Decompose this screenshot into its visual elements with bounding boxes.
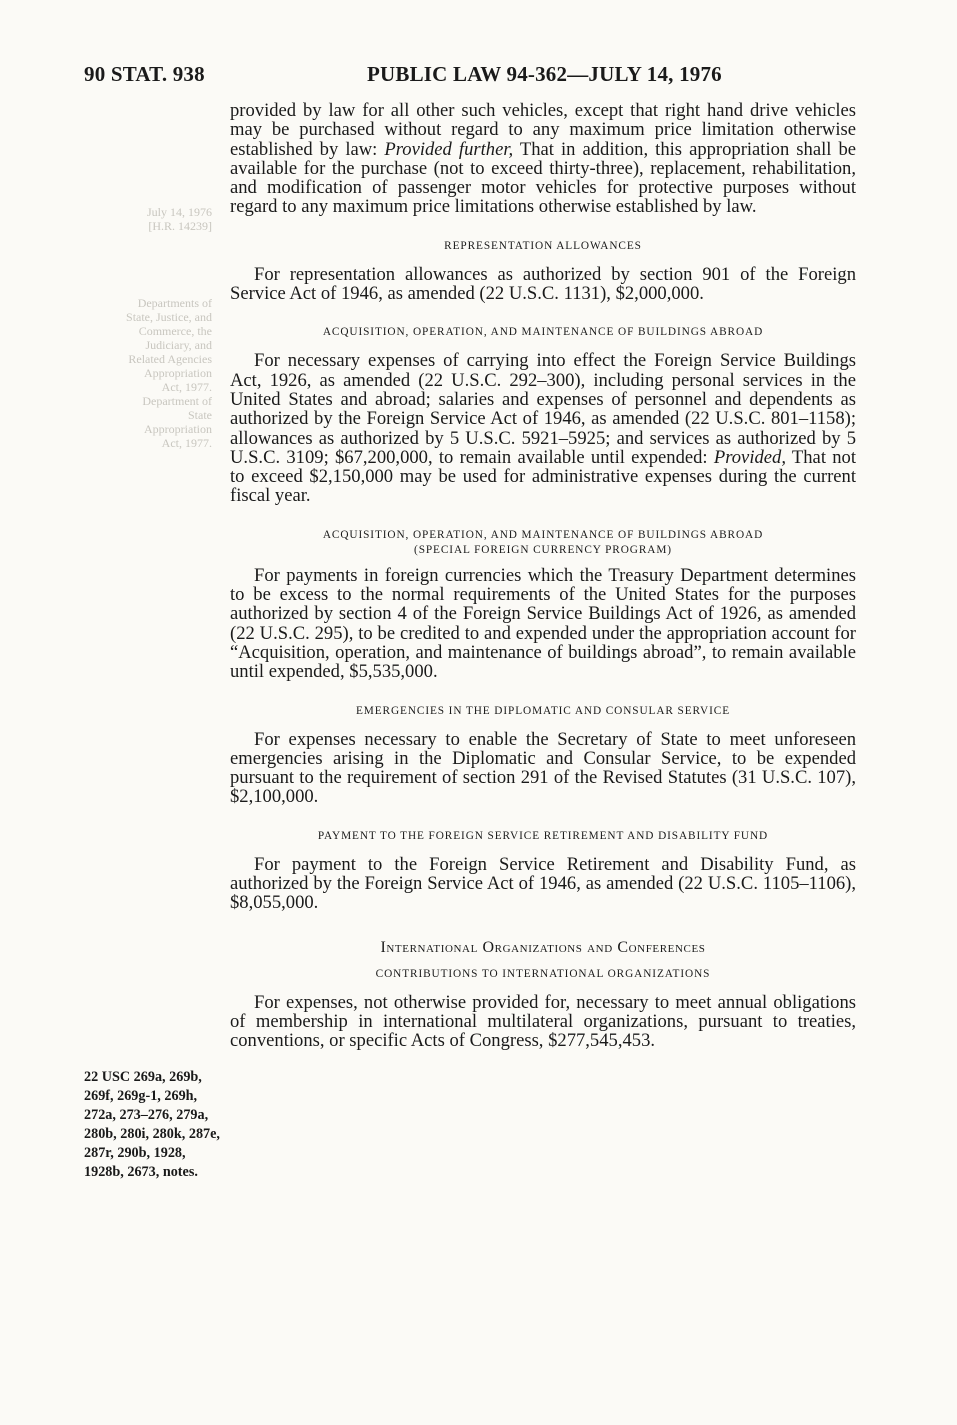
acquisition-text-2: That not to exceed $2,150,000 may be used for administrative expenses during the current fiscal year. <box>230 446 857 507</box>
para-contributions: For expenses, not otherwise provided for, necessary to meet annual obligations of membership in international multilateral organizations, pursuant to treaties, conventions, or specific Acts of Congress, $277,545,453. <box>230 991 856 1052</box>
opening-proviso: Provided further, <box>384 138 514 160</box>
opening-text-2: That in addition, this appropriation shall be available for the purchase (not to exceed thirty-three), replacement, rehabilitation, and modification of passenger motor vehicles for protective purposes without regard to any maximum price limitations otherwise established by law. <box>230 138 857 218</box>
page-header <box>0 62 957 92</box>
para-representation: For representation allowances as authorized by section 901 of the Foreign Service Act of 1946, as amended (22 U.S.C. 1131), $2,000,000. <box>230 263 856 305</box>
heading-acquisition-special-line2: (SPECIAL FOREIGN CURRENCY PROGRAM) <box>414 543 672 556</box>
heading-retirement: PAYMENT TO THE FOREIGN SERVICE RETIREMENT AND DISABILITY FUND <box>317 829 769 842</box>
bleed-through-side: Departments of State, Justice, and Commerce, the Judiciary, and Related Agencies Appropriation Act, 1977. Department of State Appropriation Act, 1977. <box>126 296 212 450</box>
heading-emergencies: EMERGENCIES IN THE DIPLOMATIC AND CONSULAR SERVICE <box>355 704 730 717</box>
para-acquisition-special: For payments in foreign currencies which the Treasury Department determines to be excess to the normal requirements of the United States for the purposes authorized by section 4 of the Foreign Service Buildings Act of 1926, as amended (22 U.S.C. 295), to be credited to and expended under the appropriation account for “Acquisition, operation, and maintenance of buildings abroad”, to remain available until expended, $5,535,000. <box>230 564 856 683</box>
heading-acquisition-special-line1: ACQUISITION, OPERATION, AND MAINTENANCE OF BUILDINGS ABROAD <box>322 528 764 541</box>
opening-text-1: provided by law for all other such vehicles, except that right hand drive vehicles may be purchased without regard to any maximum price limitation otherwise established by law: <box>230 100 856 160</box>
acquisition-proviso: Provided, <box>713 446 786 468</box>
para-emergencies: For expenses necessary to enable the Secretary of State to meet unforeseen emergencies arising in the Diplomatic and Consular Service, to be expended pursuant to the requirement of section 291 of the Revised Statutes (31 U.S.C. 107), $2,100,000. <box>230 728 856 808</box>
bleed-through-top: July 14, 1976 [H.R. 14239] <box>146 205 212 233</box>
heading-representation: REPRESENTATION ALLOWANCES <box>444 239 642 252</box>
running-head: PUBLIC LAW 94-362—JULY 14, 1976 <box>367 62 722 86</box>
heading-acquisition: ACQUISITION, OPERATION, AND MAINTENANCE OF BUILDINGS ABROAD <box>322 326 764 339</box>
stat-page-number: 90 STAT. 938 <box>84 62 205 86</box>
heading-contributions: CONTRIBUTIONS TO INTERNATIONAL ORGANIZATIONS <box>375 967 711 980</box>
heading-international-major: International Organizations and Conferences <box>380 938 706 956</box>
para-acquisition <box>230 351 856 505</box>
body-text <box>230 101 856 1051</box>
acquisition-text-1: For necessary expenses of carrying into effect the Foreign Service Buildings Act, 1926, as amended (22 U.S.C. 292–300), including personal services in the United States and abroad; salaries and expenses of personnel and dependents as authorized by the Foreign Service Act of 1946, as amended (22 U.S.C. 801–1158); allowances as authorized by 5 U.S.C. 5921–5925; and services as authorized by 5 U.S.C. 3109; $67,200,000, to remain available until expended: <box>230 350 856 468</box>
margin-citation-note: 22 USC 269a, 269b, 269f, 269g-1, 269h, 272a, 273–276, 279a, 280b, 280i, 280k, 287e, 287r, 290b, 1928, 1928b, 2673, notes. <box>84 1069 220 1180</box>
heading-acquisition-special <box>230 528 856 558</box>
opening-paragraph <box>230 101 856 217</box>
para-retirement: For payment to the Foreign Service Retirement and Disability Fund, as authorized by the Foreign Service Act of 1946, as amended (22 U.S.C. 1105–1106), $8,055,000. <box>230 853 856 914</box>
